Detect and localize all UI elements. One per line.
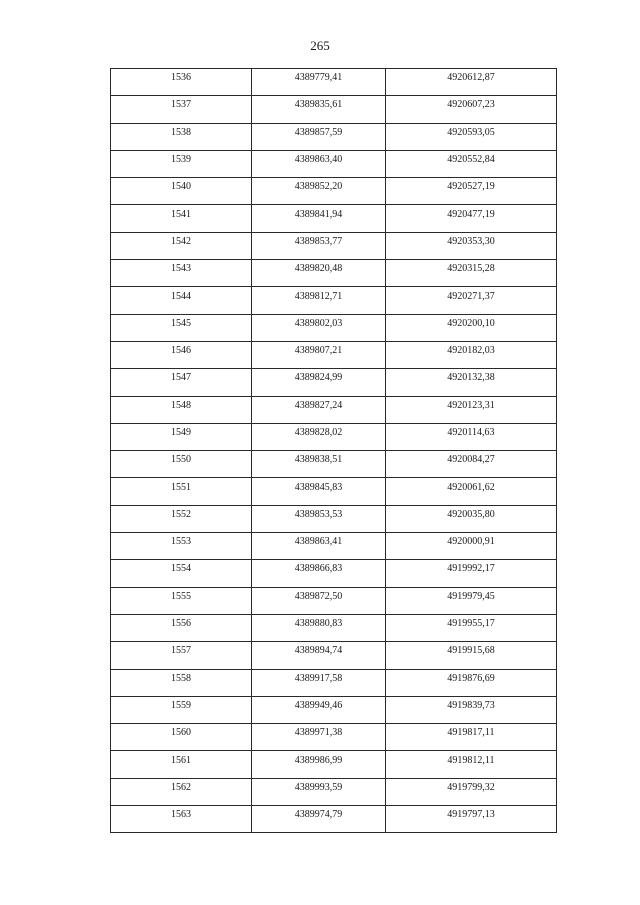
cell-text: 4389971,38 bbox=[294, 727, 343, 739]
cell-text: 4919812,11 bbox=[447, 754, 495, 766]
cell-text: 4389841,94 bbox=[294, 208, 343, 220]
y-coordinate-cell bbox=[386, 69, 557, 96]
x-coordinate-cell bbox=[252, 751, 386, 778]
cell-text: 1558 bbox=[171, 672, 191, 684]
cell-text: 4389863,40 bbox=[294, 154, 343, 166]
table-row bbox=[111, 778, 557, 805]
table-row bbox=[111, 669, 557, 696]
cell-text: 4389852,20 bbox=[294, 181, 343, 193]
cell-text: 4389857,59 bbox=[294, 126, 343, 138]
cell-text: 4389863,41 bbox=[294, 536, 343, 548]
cell-text: 4389986,99 bbox=[294, 754, 343, 766]
x-coordinate-cell bbox=[252, 669, 386, 696]
y-coordinate-cell bbox=[386, 341, 557, 368]
cell-text: 1543 bbox=[171, 263, 191, 275]
cell-text: 1551 bbox=[171, 481, 191, 493]
table-row bbox=[111, 751, 557, 778]
point-number-cell bbox=[111, 150, 252, 177]
table-row bbox=[111, 232, 557, 259]
cell-text: 4920353,30 bbox=[447, 235, 495, 247]
table-row bbox=[111, 150, 557, 177]
cell-text: 4919992,17 bbox=[447, 563, 495, 575]
cell-text: 4389853,53 bbox=[294, 508, 343, 520]
cell-text: 4920271,37 bbox=[447, 290, 495, 302]
y-coordinate-cell bbox=[386, 505, 557, 532]
y-coordinate-cell bbox=[386, 806, 557, 833]
cell-text: 4919817,11 bbox=[447, 727, 495, 739]
point-number-cell bbox=[111, 533, 252, 560]
x-coordinate-cell bbox=[252, 150, 386, 177]
point-number-cell bbox=[111, 314, 252, 341]
y-coordinate-cell bbox=[386, 205, 557, 232]
x-coordinate-cell bbox=[252, 314, 386, 341]
point-number-cell bbox=[111, 69, 252, 96]
page-number: 265 bbox=[310, 38, 330, 53]
point-number-cell bbox=[111, 341, 252, 368]
x-coordinate-cell bbox=[252, 505, 386, 532]
cell-text: 1536 bbox=[171, 72, 191, 84]
y-coordinate-cell bbox=[386, 533, 557, 560]
y-coordinate-cell bbox=[386, 123, 557, 150]
cell-text: 4389824,99 bbox=[294, 372, 343, 384]
point-number-cell bbox=[111, 451, 252, 478]
point-number-cell bbox=[111, 778, 252, 805]
table-row bbox=[111, 96, 557, 123]
table-row bbox=[111, 560, 557, 587]
y-coordinate-cell bbox=[386, 642, 557, 669]
point-number-cell bbox=[111, 696, 252, 723]
point-number-cell bbox=[111, 724, 252, 751]
cell-text: 1544 bbox=[171, 290, 191, 302]
cell-text: 1561 bbox=[171, 754, 191, 766]
point-number-cell bbox=[111, 96, 252, 123]
cell-text: 1556 bbox=[171, 618, 191, 630]
cell-text: 1538 bbox=[171, 126, 191, 138]
point-number-cell bbox=[111, 423, 252, 450]
x-coordinate-cell bbox=[252, 423, 386, 450]
cell-text: 1549 bbox=[171, 427, 191, 438]
point-number-cell bbox=[111, 587, 252, 614]
cell-text: 4389807,21 bbox=[294, 345, 343, 357]
table-row bbox=[111, 478, 557, 505]
x-coordinate-cell bbox=[252, 205, 386, 232]
cell-text: 4920477,19 bbox=[447, 208, 495, 220]
cell-text: 4389866,83 bbox=[294, 563, 343, 575]
cell-text: 4920200,10 bbox=[447, 317, 495, 329]
point-number-cell bbox=[111, 669, 252, 696]
x-coordinate-cell bbox=[252, 806, 386, 833]
x-coordinate-cell bbox=[252, 260, 386, 287]
point-number-cell bbox=[111, 260, 252, 287]
point-number-cell bbox=[111, 232, 252, 259]
cell-text: 1559 bbox=[171, 699, 191, 711]
y-coordinate-cell bbox=[386, 614, 557, 641]
y-coordinate-cell bbox=[386, 178, 557, 205]
table-row bbox=[111, 260, 557, 287]
y-coordinate-cell bbox=[386, 587, 557, 614]
y-coordinate-cell bbox=[386, 150, 557, 177]
cell-text: 4389845,83 bbox=[294, 481, 343, 493]
table-row bbox=[111, 287, 557, 314]
table-row bbox=[111, 396, 557, 423]
table-body bbox=[111, 69, 557, 833]
cell-text: 4920593,05 bbox=[447, 126, 495, 138]
cell-text: 1541 bbox=[171, 208, 191, 220]
x-coordinate-cell bbox=[252, 451, 386, 478]
y-coordinate-cell bbox=[386, 260, 557, 287]
cell-text: 4919915,68 bbox=[447, 645, 495, 657]
cell-text: 4389880,83 bbox=[294, 618, 343, 630]
x-coordinate-cell bbox=[252, 778, 386, 805]
cell-text: 4920315,28 bbox=[447, 263, 495, 275]
x-coordinate-cell bbox=[252, 341, 386, 368]
point-number-cell bbox=[111, 614, 252, 641]
y-coordinate-cell bbox=[386, 232, 557, 259]
y-coordinate-cell bbox=[386, 778, 557, 805]
cell-text: 4919839,73 bbox=[447, 699, 495, 711]
table-row bbox=[111, 451, 557, 478]
x-coordinate-cell bbox=[252, 478, 386, 505]
y-coordinate-cell bbox=[386, 724, 557, 751]
y-coordinate-cell bbox=[386, 451, 557, 478]
cell-text: 4919799,32 bbox=[447, 781, 495, 793]
cell-text: 4920132,38 bbox=[447, 372, 495, 384]
table-row bbox=[111, 123, 557, 150]
cell-text: 1560 bbox=[171, 727, 191, 739]
y-coordinate-cell bbox=[386, 560, 557, 587]
x-coordinate-cell bbox=[252, 369, 386, 396]
y-coordinate-cell bbox=[386, 396, 557, 423]
cell-text: 1537 bbox=[171, 99, 191, 111]
point-number-cell bbox=[111, 806, 252, 833]
x-coordinate-cell bbox=[252, 560, 386, 587]
cell-text: 4920527,19 bbox=[447, 181, 495, 193]
x-coordinate-cell bbox=[252, 123, 386, 150]
table-row bbox=[111, 533, 557, 560]
cell-text: 4920000,91 bbox=[447, 536, 495, 548]
table-row bbox=[111, 205, 557, 232]
point-number-cell bbox=[111, 205, 252, 232]
cell-text: 1554 bbox=[171, 563, 191, 575]
table-row bbox=[111, 69, 557, 96]
x-coordinate-cell bbox=[252, 614, 386, 641]
cell-text: 1546 bbox=[171, 345, 191, 357]
cell-text: 4919979,45 bbox=[447, 590, 495, 602]
cell-text: 4389828,02 bbox=[294, 427, 343, 438]
cell-text: 4389917,58 bbox=[294, 672, 343, 684]
cell-text: 1550 bbox=[171, 454, 191, 466]
x-coordinate-cell bbox=[252, 178, 386, 205]
y-coordinate-cell bbox=[386, 314, 557, 341]
x-coordinate-cell bbox=[252, 96, 386, 123]
cell-text: 1539 bbox=[171, 154, 191, 166]
cell-text: 4389820,48 bbox=[294, 263, 343, 275]
table-row bbox=[111, 178, 557, 205]
cell-text: 4920061,62 bbox=[447, 481, 495, 493]
y-coordinate-cell bbox=[386, 96, 557, 123]
x-coordinate-cell bbox=[252, 396, 386, 423]
cell-text: 4389812,71 bbox=[294, 290, 343, 302]
cell-text: 1547 bbox=[171, 372, 191, 384]
table-row bbox=[111, 614, 557, 641]
cell-text: 4389993,59 bbox=[294, 781, 343, 793]
table-row bbox=[111, 369, 557, 396]
cell-text: 4920035,80 bbox=[447, 508, 495, 520]
point-number-cell bbox=[111, 751, 252, 778]
cell-text: 4920612,87 bbox=[447, 72, 495, 84]
point-number-cell bbox=[111, 642, 252, 669]
coordinates-table bbox=[110, 68, 557, 833]
cell-text: 1552 bbox=[171, 508, 191, 520]
cell-text: 1555 bbox=[171, 590, 191, 602]
cell-text: 4389949,46 bbox=[294, 699, 343, 711]
cell-text: 4389894,74 bbox=[294, 645, 343, 657]
table-row bbox=[111, 341, 557, 368]
table-row bbox=[111, 587, 557, 614]
x-coordinate-cell bbox=[252, 533, 386, 560]
x-coordinate-cell bbox=[252, 696, 386, 723]
point-number-cell bbox=[111, 178, 252, 205]
cell-text: 1540 bbox=[171, 181, 191, 193]
cell-text: 1542 bbox=[171, 235, 191, 247]
y-coordinate-cell bbox=[386, 751, 557, 778]
y-coordinate-cell bbox=[386, 696, 557, 723]
cell-text: 4920114,63 bbox=[447, 427, 495, 438]
cell-text: 1557 bbox=[171, 645, 191, 657]
point-number-cell bbox=[111, 396, 252, 423]
cell-text: 1553 bbox=[171, 536, 191, 548]
cell-text: 4920084,27 bbox=[447, 454, 495, 466]
table-row bbox=[111, 696, 557, 723]
cell-text: 4919955,17 bbox=[447, 618, 495, 630]
cell-text: 4920182,03 bbox=[447, 345, 495, 357]
cell-text: 4920607,23 bbox=[447, 99, 495, 111]
cell-text: 1563 bbox=[171, 809, 191, 821]
table-row bbox=[111, 314, 557, 341]
x-coordinate-cell bbox=[252, 642, 386, 669]
table-row bbox=[111, 806, 557, 833]
cell-text: 4389872,50 bbox=[294, 590, 343, 602]
y-coordinate-cell bbox=[386, 287, 557, 314]
cell-text: 1545 bbox=[171, 317, 191, 329]
table-row bbox=[111, 642, 557, 669]
y-coordinate-cell bbox=[386, 669, 557, 696]
point-number-cell bbox=[111, 560, 252, 587]
cell-text: 4389974,79 bbox=[294, 809, 343, 821]
y-coordinate-cell bbox=[386, 369, 557, 396]
point-number-cell bbox=[111, 123, 252, 150]
x-coordinate-cell bbox=[252, 287, 386, 314]
x-coordinate-cell bbox=[252, 69, 386, 96]
cell-text: 1562 bbox=[171, 781, 191, 793]
cell-text: 4389853,77 bbox=[294, 235, 343, 247]
point-number-cell bbox=[111, 287, 252, 314]
cell-text: 4389838,51 bbox=[294, 454, 343, 466]
point-number-cell bbox=[111, 505, 252, 532]
table-row bbox=[111, 724, 557, 751]
point-number-cell bbox=[111, 478, 252, 505]
table-row bbox=[111, 423, 557, 450]
x-coordinate-cell bbox=[252, 724, 386, 751]
cell-text: 4389827,24 bbox=[294, 399, 343, 411]
y-coordinate-cell bbox=[386, 423, 557, 450]
cell-text: 4920552,84 bbox=[447, 154, 495, 166]
cell-text: 4919876,69 bbox=[447, 672, 495, 684]
cell-text: 4919797,13 bbox=[447, 809, 495, 821]
x-coordinate-cell bbox=[252, 232, 386, 259]
cell-text: 4389802,03 bbox=[294, 317, 343, 329]
table-row bbox=[111, 505, 557, 532]
cell-text: 4389779,41 bbox=[294, 72, 343, 84]
cell-text: 4389835,61 bbox=[294, 99, 343, 111]
cell-text: 4920123,31 bbox=[447, 399, 495, 411]
x-coordinate-cell bbox=[252, 587, 386, 614]
cell-text: 1548 bbox=[171, 399, 191, 411]
y-coordinate-cell bbox=[386, 478, 557, 505]
point-number-cell bbox=[111, 369, 252, 396]
